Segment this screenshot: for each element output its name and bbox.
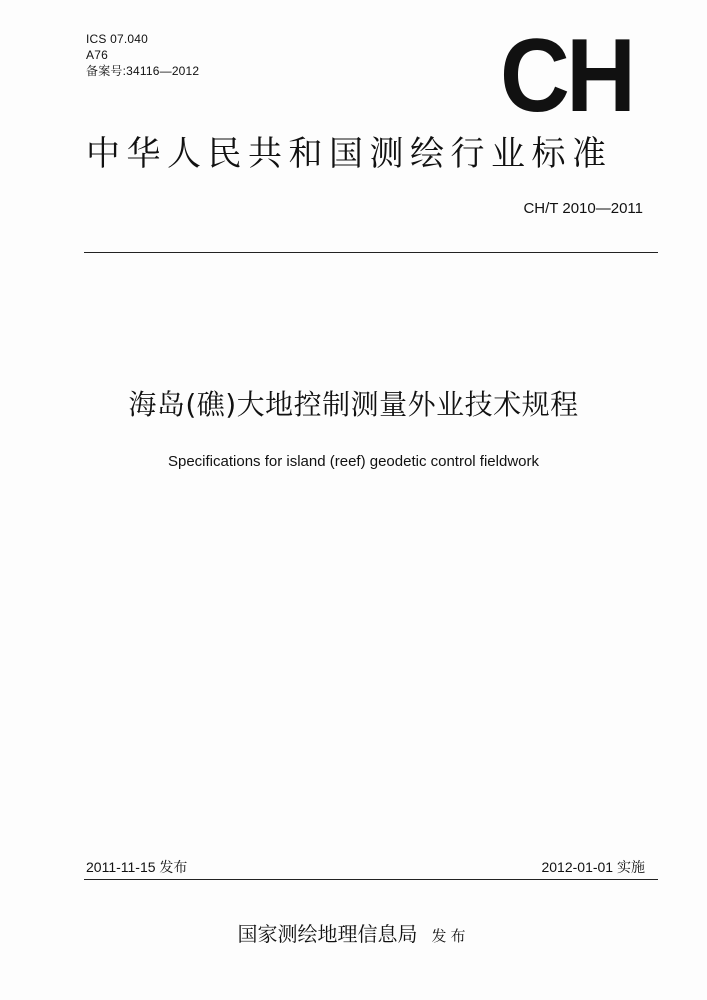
implementation-date: 2012-01-01 实施 [541, 859, 645, 875]
issue-date: 2011-11-15 发布 [86, 859, 188, 875]
classification-block [86, 31, 199, 79]
publisher-suffix: 发布 [431, 927, 470, 945]
top-divider [84, 252, 658, 253]
document-title-chinese: 海岛(礁)大地控制测量外业技术规程 [128, 388, 579, 421]
ics-code: ICS 07.040 [86, 32, 149, 46]
publisher-name: 国家测绘地理信息局 [237, 922, 418, 946]
record-number: 备案号:34116—2012 [86, 64, 200, 78]
document-title-english: Specifications for island (reef) geodetic control fieldwork [167, 453, 539, 470]
ccs-code: A76 [86, 48, 108, 62]
bottom-divider [84, 879, 658, 880]
industry-standard-title: 中华人民共和国测绘行业标准 [86, 134, 613, 174]
publisher-line [0, 920, 707, 950]
standard-number: CH/T 2010—2011 [523, 200, 643, 217]
ch-logo: CH [500, 18, 633, 134]
